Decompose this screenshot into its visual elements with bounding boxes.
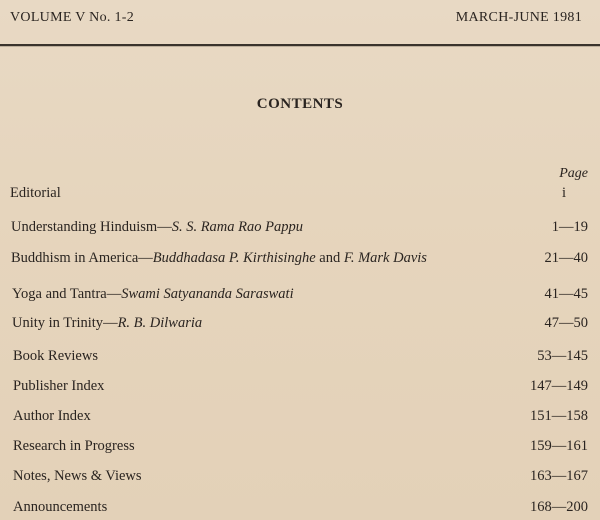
entry-title: Research in Progress [13, 438, 135, 454]
entry-title: Buddhism in America [11, 250, 139, 266]
toc-entry-text [13, 497, 107, 517]
toc-entry [0, 497, 600, 517]
entry-title: Book Reviews [13, 348, 98, 364]
toc-entry-text [12, 313, 202, 333]
entry-pages: 41—45 [544, 286, 588, 302]
entry-pages: 21—40 [544, 250, 588, 266]
toc-entry-text [12, 284, 294, 304]
toc-entry-text [13, 376, 104, 396]
toc-entry [0, 284, 600, 304]
entry-title: Author Index [13, 408, 91, 424]
entry-separator: — [157, 219, 172, 235]
entry-title: Yoga and Tantra [12, 286, 107, 302]
entry-pages: 168—200 [530, 499, 588, 515]
toc-entry-text [13, 406, 91, 426]
entry-pages: 159—161 [530, 438, 588, 454]
contents-heading: CONTENTS [256, 96, 344, 112]
toc-entry [0, 346, 600, 366]
issue-date: MARCH-JUNE 1981 [455, 10, 582, 25]
entry-pages: 151—158 [530, 408, 588, 424]
toc-entry [0, 313, 600, 333]
entry-separator: — [103, 315, 118, 331]
entry-pages: 147—149 [530, 378, 588, 394]
toc-entry-text [10, 183, 61, 203]
entry-second-author: F. Mark Davis [343, 250, 427, 266]
entry-pages: 163—167 [530, 468, 588, 484]
toc-entry [0, 183, 600, 203]
entry-pages: 53—145 [537, 348, 588, 364]
entry-separator: — [106, 286, 122, 302]
entry-title: Editorial [10, 185, 61, 201]
entry-author: S. S. Rama Rao Pappu [171, 219, 303, 235]
toc-entry [0, 248, 600, 268]
entry-author-conjunction: and [315, 250, 344, 266]
entry-pages: i [561, 185, 566, 201]
toc-entry [0, 466, 600, 486]
volume-number: VOLUME V No. 1-2 [10, 10, 135, 25]
entry-author: Swami Satyananda Saraswati [121, 286, 294, 302]
toc-entry-text [13, 346, 98, 366]
toc-entry [0, 376, 600, 396]
toc-entry-text [13, 436, 135, 456]
page-column-label: Page [559, 166, 588, 181]
toc-entry-text [11, 217, 303, 237]
entry-title: Notes, News & Views [13, 468, 142, 484]
entry-title: Publisher Index [13, 378, 105, 394]
entry-pages: 47—50 [544, 315, 588, 331]
entry-author: Buddhadasa P. Kirthisinghe [152, 250, 316, 266]
toc-entry [0, 217, 600, 237]
entry-separator: — [138, 250, 153, 266]
entry-pages: 1—19 [551, 219, 588, 235]
entry-title: Unity in Trinity [12, 315, 104, 331]
entry-author: R. B. Dilwaria [117, 315, 203, 331]
toc-entry [0, 406, 600, 426]
toc-entry-text [13, 466, 142, 486]
toc-entry [0, 436, 600, 456]
entry-title: Understanding Hinduism [11, 219, 158, 235]
toc-entry-text [11, 248, 427, 268]
entry-title: Announcements [13, 499, 108, 515]
